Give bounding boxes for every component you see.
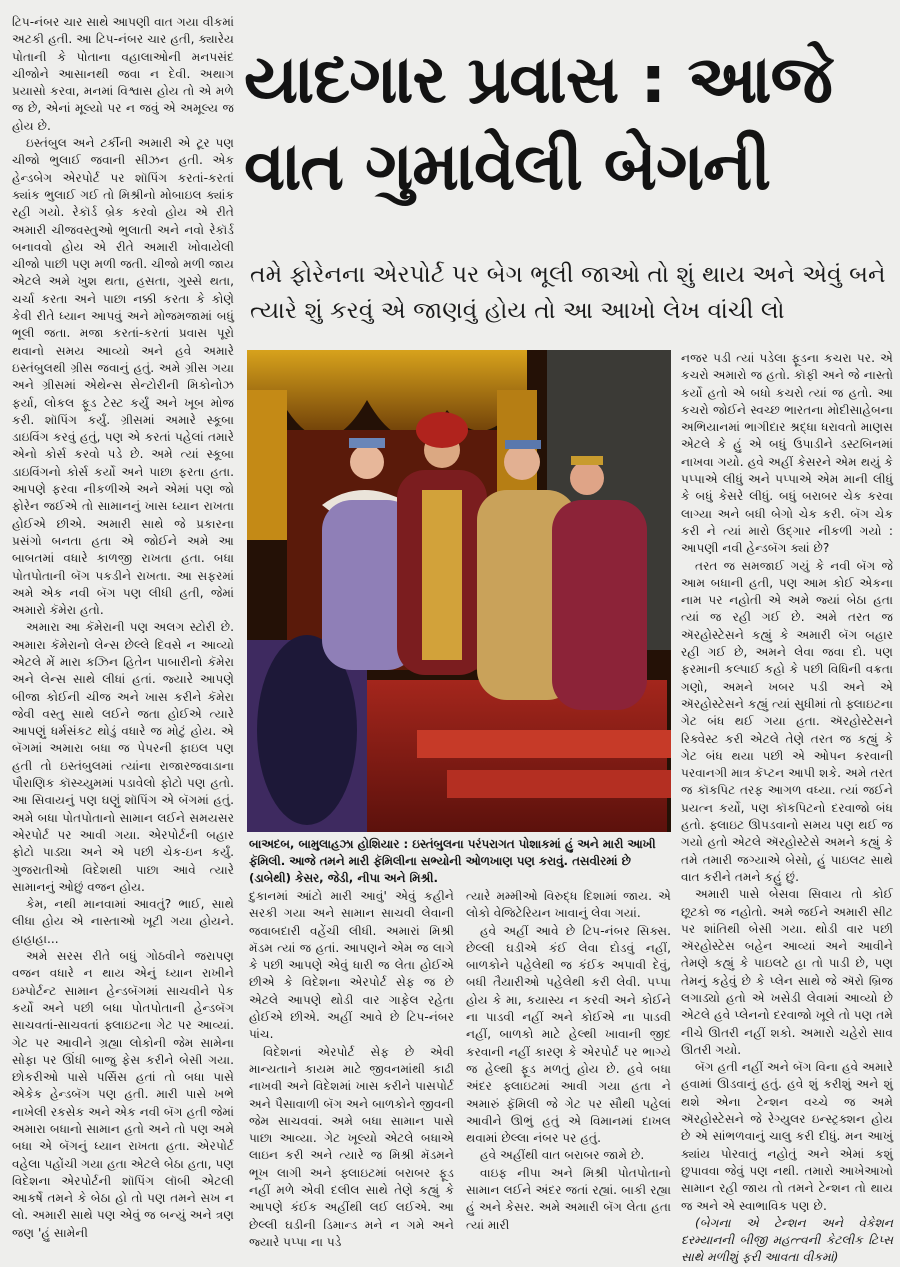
paragraph: દુકાનમાં આંટો મારી આવું' એવું કહીને સરકી ગયા અને સામાન સાચવી લેવાની જવાબદારી વહેંચી લીધી. અમારાં મિશ્રી મૅડમ ત્યાં જ હતાં. આપણને એમ જ લાગે કે પછી આપણે એવું ધારી જ લેતા હોઈએ છીએ કે વિદેશના એરપોર્ટ સેફ જ છે એટલે આપણે થોડી વાર ગાફેલ રહેતા હોઈએ છીએ. અહીં આવે છે ટિપ-નંબર પાંચ.	[249, 889, 454, 1042]
paragraph: તરત જ સમજાઈ ગયું કે નવી બૅગ જે આમ બધાની હતી, પણ આમ કોઈ એકના નામ પર નહોતી એ અમે જ્યાં બેઠા હતા ત્યાં જ રહી ગઈ છે. અમે તરત જ ઍરહોસ્ટેસને કહ્યું કે અમારી બૅગ બહાર રહી ગઈ છે, અમને લેવા જવા દો. પણ ફરમાની કલ્પાઈ કહો કે પછી વિધિની વક્રતા ગણો, અમને ખબર પડી અને એ ઍરહોસ્ટેસને કહ્યું ત્યાં સુધીમાં તો ફ્લાઇટના ગેટ બંધ થઈ ગયા હતા. ઍરહોસ્ટેસને રિક્વેસ્ટ કરી એટલે તેણે તરત જ કહ્યું કે ગેટ બંધ થયા પછી એ ઓપન કરવાની પરવાનગી માત્ર કૅપ્ટન આપી શકે. અમે તરત જ કૉકપિટ તરફ આગળ વધ્યા. ત્યાં જઈને પ્રયત્ન કર્યો, પણ કૉકપિટનો દરવાજો બંધ હતો. ફ્લાઇટ ઊપડવાનો સમય પણ થઈ જ ગયો હતો એટલે ઍરહોસ્ટેસે અમને કહ્યું કે તમે તમારી જગ્યાએ બેસો, હું પાઇલટ સાથે વાત કરીને તમને કહું છું.	[681, 558, 893, 884]
photo-caption	[249, 836, 669, 887]
closing-note: (બેગના એ ટેન્શન અને વેકેશન દરમ્યાનની બીજી મહત્ત્વની કેટલીક ટિપ્સ સાથે મળીશું ફરી આવતા વીકમાં)	[681, 1215, 893, 1265]
paragraph: ત્યારે મમ્મીઓ વિરુદ્ધ દિશામાં જાય. એ લોકો વેજિટેરિયન ખાવાનું લેવા ગયાં.	[466, 889, 671, 921]
paragraph: ઇસ્તંબુલ અને ટર્કીની અમારી એ ટૂર પણ ચીજો ભુલાઈ જવાની સીઝન હતી. એક હેન્ડબેગ એરપોર્ટ પર શૉપિંગ કરતાં-કરતાં ક્યાંક ભુલાઈ ગઈ તો મિશ્રીનો મોબાઇલ ક્યાંક રહી ગયો. રેકૉર્ડ બ્રેક કરવો હોય એ રીતે અમારી ચીજવસ્તુઓ ભુલાતી અને નવો રેકૉર્ડ બનાવવો હોય એ રીતે અમારી ખોવાયેલી ચીજો પાછી પણ મળી જતી. ચીજો મળી જાય એટલે અમે ખુશ થતા, હસતા, ગુસ્સે થતા, ચર્ચા કરતા અને પાછા નક્કી કરતા કે કોણે કેવી રીતે ધ્યાન આપવું અને મોજમજામાં બધું ભૂલી જતા. મજા કરતાં-કરતાં પ્રવાસ પૂરો થવાનો સમય આવ્યો અને હવે અમારે ઇસ્તંબુલથી ગ્રીસ જવાનું હતું. અમે ગ્રીસ ગયા અને ગ્રીસમાં એથેન્સ સેન્ટોરીની મિકોનોઝ ફર્યા, લોકલ ફૂડ ટેસ્ટ કર્યું અને ખૂબ મોજ કરી. શૉપિંગ કર્યું. ગ્રીસમાં અમારે સ્કૂબા ડાઇવિંગ કરવું હતું, પણ એ કરતાં પહેલાં તમારે એનો કોર્સ કરવો પડે છે. અમે ત્યાં સ્કૂબા ડાઇવિંગનો કોર્સ કર્યો અને પાછા ફરતા હતા. આપણે ફરવા નીકળીએ અને એમાં પણ જો ફોરેન જઈએ તો સામાનનું ખાસ ધ્યાન રાખતા હોઈએ છીએ. અમારી સાથે જે પ્રકારના પ્રસંગો બનતા હતા એ જોઈને અમે આ બાબતમાં વધારે કાળજી રાખતા હતા. બધા પોતપોતાની બૅગ પકડીને રાખતા. આ સફરમાં અમે એક નવી બૅગ પણ લીધી હતી, જેમાં અમારો કૅમેરા હતો.	[12, 136, 234, 618]
paragraph: અમે સરસ રીતે બધું ગોઠવીને જરાપણ વજન વધારે ન થાય એનું ધ્યાન રાખીને ઇમ્પોર્ટન્ટ સામાન હેન્ડબૅગમાં સાચવીને પેક કર્યો અને પછી બધા પોતપોતાની હેન્ડબૅગ સાચવતાં-સાચવતાં ફ્લાઇટના ગેટ પર આવ્યાં. ગેટ પર આવીને ગ્રહ્યા લોકોની જેમ સામેના સોફા પર ઊંધી બાજુ ફેસ કરીને બેસી ગયા. છોકરીઓ પાસે પર્સિસ હતાં તો બધા પાસે એકેક હેન્ડબૅગ પણ હતી. મારી પાસે ખભે નાખેલી રકસેક અને એક નવી બૅગ હતી જેમાં અમારા બધાનો સામાન હતો અને તો પણ અમે બધા એ બૅગનું ધ્યાન રાખતા હતા. એરપોર્ટ વહેલા પહોંચી ગયા હતા એટલે બેઠા હતા, પણ વિદેશના એરપોર્ટની શૉપિંગ લૉબી એટલી આકર્ષે તમને કે બેઠા હો તો પણ તમને સખ ન લો. અમારી સાથે પણ એવું જ બન્યું અને ત્રણ જણ 'હું સામેની	[12, 949, 234, 1240]
caption-credit: બાઅદબ, બામુલાહઝા હોશિયાર :	[249, 837, 409, 851]
paragraph: ટિપ-નંબર ચાર સાથે આપણી વાત ગયા વીકમાં અટકી હતી. આ ટિપ-નંબર ચાર હતી, ક્યારેય પોતાની કે પોતાના વહાલાઓની મનપસંદ ચીજોને આસાનથી જવા ન દેવી. અથાગ પ્રયાસો કરવા, મનમાં વિશ્વાસ હોય તો એ મળે જ છે, એનાં મૂલ્યો પર ન જવું એ અમૂલ્ય જ હોય છે.	[12, 15, 234, 133]
headline: યાદગાર પ્રવાસ : આજે વાત ગુમાવેલી બેગની	[244, 41, 832, 205]
article-column-middle-2	[466, 888, 671, 1232]
paragraph: અમારા આ કૅમેરાની પણ અલગ સ્ટોરી છે. અમારા કૅમેરાનો લેન્સ છેલ્લે દિવસે ન આવ્યો એટલે મેં મારા કઝિન હિતેન પાબારીનો કૅમેરા અને લેન્સ સાથે લીધાં હતાં. જ્યારે આપણે બીજા કોઈની ચીજ અને ખાસ કરીને કૅમેરા જેવી વસ્તુ સાથે લઈને જતા હોઈએ ત્યારે આપણું ધર્મસંકટ થોડું વધારે જ મોટું હોય. એ બૅગમાં અમારા બધા જ પેપરની ફાઇલ પણ હતી તો ઇસ્તંબુલમાં ત્યાંના રાજારજવાડાના પૌરાણિક કૉસ્ચ્યુમમાં પડાવેલો ફોટો પણ હતો. આ સિવાયનું પણ ઘણું શૉપિંગ એ બૅગમાં હતું. અમે બધા પોતપોતાનો સામાન લઈને સમયસર એરપોર્ટ પર આવી ગયા. એરપોર્ટની બહાર ફોટો પાડ્યા અને એ પછી ચેક-ઇન કર્યું. ગુજરાતીઓ વિદેશથી પાછા આવે ત્યારે સામાનનું ઓછું વજન હોય.	[12, 620, 234, 894]
paragraph: વિદેશનાં એરપોર્ટ સેફ છે એવી માન્યતાને કાયમ માટે જીવનમાંથી કાઢી નાખવી અને વિદેશમાં ખાસ કરીને પાસપોર્ટ અને પૈસાવાળી બૅગ અને બાળકોને જીવની જેમ સાચવવાં. અમે બધા સામાન પાસે પાછા આવ્યા. ગેટ ખૂલ્યો એટલે બધાએ લાઇન કરી અને ત્યારે જ મિશ્રી મૅડમને ભૂખ લાગી અને ફ્લાઇટમાં બરાબર ફૂડ નહીં મળે એવી દલીલ સાથે તેણે કહ્યું કે આપણે કંઈક અહીંથી લઈ લઈએ. આ છેલ્લી ઘડીની ડિમાન્ડ મને ન ગમે અને જ્યારે પપ્પા ના પડે	[249, 1044, 454, 1249]
subheadline: તમે ફોરેનના એરપોર્ટ પર બેગ ભૂલી જાઓ તો શું થાય અને એવું બને ત્યારે શું કરવું એ જાણવું હોય તો આ આખો લેખ વાંચી લો	[250, 260, 886, 324]
photo-illustration	[247, 350, 671, 832]
paragraph: અમારી પાસે બેસવા સિવાય તો કોઈ છૂટકો જ નહોતો. અમે જઈને અમારી સીટ પર શાંતિથી બેસી ગયા. થોડી વાર પછી ઍરહોસ્ટેસ બહેન આવ્યાં અને આવીને તેમણે કહ્યું કે પાઇલટે હા તો પાડી છે, પણ તેમનું કહેવું છે કે પ્લેન સાથે જે ઍરો બ્રિજ લગાડ્યો હતો એ ખસેડી લેવામાં આવ્યો છે એટલે હવે પ્લેનનો દરવાજો ખૂલે તો પણ તમે નીચે ઊતરી નહીં શકો. અમારો ચહેરો સાવ ઊતરી ગયો.	[681, 887, 893, 1057]
paragraph: નજર પડી ત્યાં પડેલા ફૂડના કચરા પર. એ કચરો અમારો જ હતો. કૉફી અને જે નાસ્તો કર્યો હતો એ બધો કચરો ત્યાં જ હતો. આ કચરો જોઈને સ્વચ્છ ભારતના મોદીસાહેબના અભિયાનમાં ભાગીદાર શ્રદ્ધા ધરાવતો માણસ એટલે કે હું એ બધું ઉપાડીને ડસ્ટબિનમાં નાખવા ગયો. હવે અહીં કેસરને એમ થયું કે પપ્પાએ લીધું અને પપ્પાએ એમ માની લીધું કે બધું કેસરે લીધું. બધું બરાબર ચેક કરવા લાગ્યા અને બધી બેગો ચેક કરી. બૅગ ચેક કરી ને ત્યાં મારો ઉદ્ગાર નીકળી ગયો : આપણી નવી હેન્ડબૅગ ક્યાં છે?	[681, 351, 893, 556]
family-costume-photo	[247, 350, 671, 832]
paragraph: કેમ, નથી માનવામાં આવતું? ભાઈ, સાથે લીધા હોય એ નાસ્તાઓ ખૂટી ગયા હોયને. હાહાહા...	[12, 897, 234, 946]
paragraph: હવે અહીંથી વાત બરાબર જામે છે.	[480, 1148, 645, 1163]
article-column-middle-1	[249, 888, 454, 1249]
article-column-right	[681, 350, 893, 1265]
article-column-left	[12, 14, 234, 1240]
caption-text: ઇસ્તંબુલના પરંપરાગત પોશાકમાં હું અને મારી આખી ફૅમિલી. આજે તમને મારી ફૅમિલીના સભ્યોની ઓળખાણ પણ કરાવું. તસવીરમાં છે (ડાબેથી) કેસર, જેડી, નીપા અને મિશ્રી.	[249, 837, 656, 885]
paragraph: બૅગ હતી નહીં અને બૅગ વિના હવે અમારે હવામાં ઊડવાનું હતું. હવે શું કરીશું અને શું થશે એના ટેન્શન વચ્ચે જ અમે ઍરહોસ્ટેસને જે રેગ્યુલર ઇન્સ્ટ્રક્શન હોય છે એ સાંભળવાનું ચાલુ કરી દીધું. મન આખું ક્યાંય પોરવાતું નહોતું અને એમાં કશું છુપાવવા જેવું પણ નથી. તમારો આખેઆખો સામાન રહી જાય તો તમને ટેન્શન તો થાય જ અને એ સ્વાભાવિક પણ છે.	[681, 1060, 893, 1213]
paragraph: વાઇફ નીપા અને મિશ્રી પોતપોતાનો સામાન લઈને અંદર જતાં રહ્યાં. બાકી રહ્યા હું અને કેસર. અમે અમારી બૅગ લેતા હતા ત્યાં મારી	[466, 1165, 671, 1232]
paragraph: હવે અહીં આવે છે ટિપ-નંબર સિક્સ. છેલ્લી ઘડીએ કંઈ લેવા દોડવું નહીં, બાળકોને પહેલેથી જ કંઈક અપાવી દેવું, બધી તૈયારીઓ પહેલેથી કરી લેવી. પપ્પા હોય કે મા, કયાસ્ય ન કરવી અને કોઈને ના પાડવી નહીં અને કોઈએ ના પાડવી નહીં, બાળકો માટે હેલ્થી ખાવાની જીદ કરવાની નહીં કારણ કે એરપોર્ટ પર ભાગ્યે જ હેલ્થી ફૂડ મળતું હોય છે. હવે બધા અંદર ફ્લાઇટમાં આવી ગયા હતા ને અમારું ફૅમિલી જે ગેટ પર સૌથી પહેલાં આવીને ઊભું હતું એ વિમાનમાં દાખલ થવામાં છેલ્લા નંબર પર હતું.	[466, 923, 671, 1146]
